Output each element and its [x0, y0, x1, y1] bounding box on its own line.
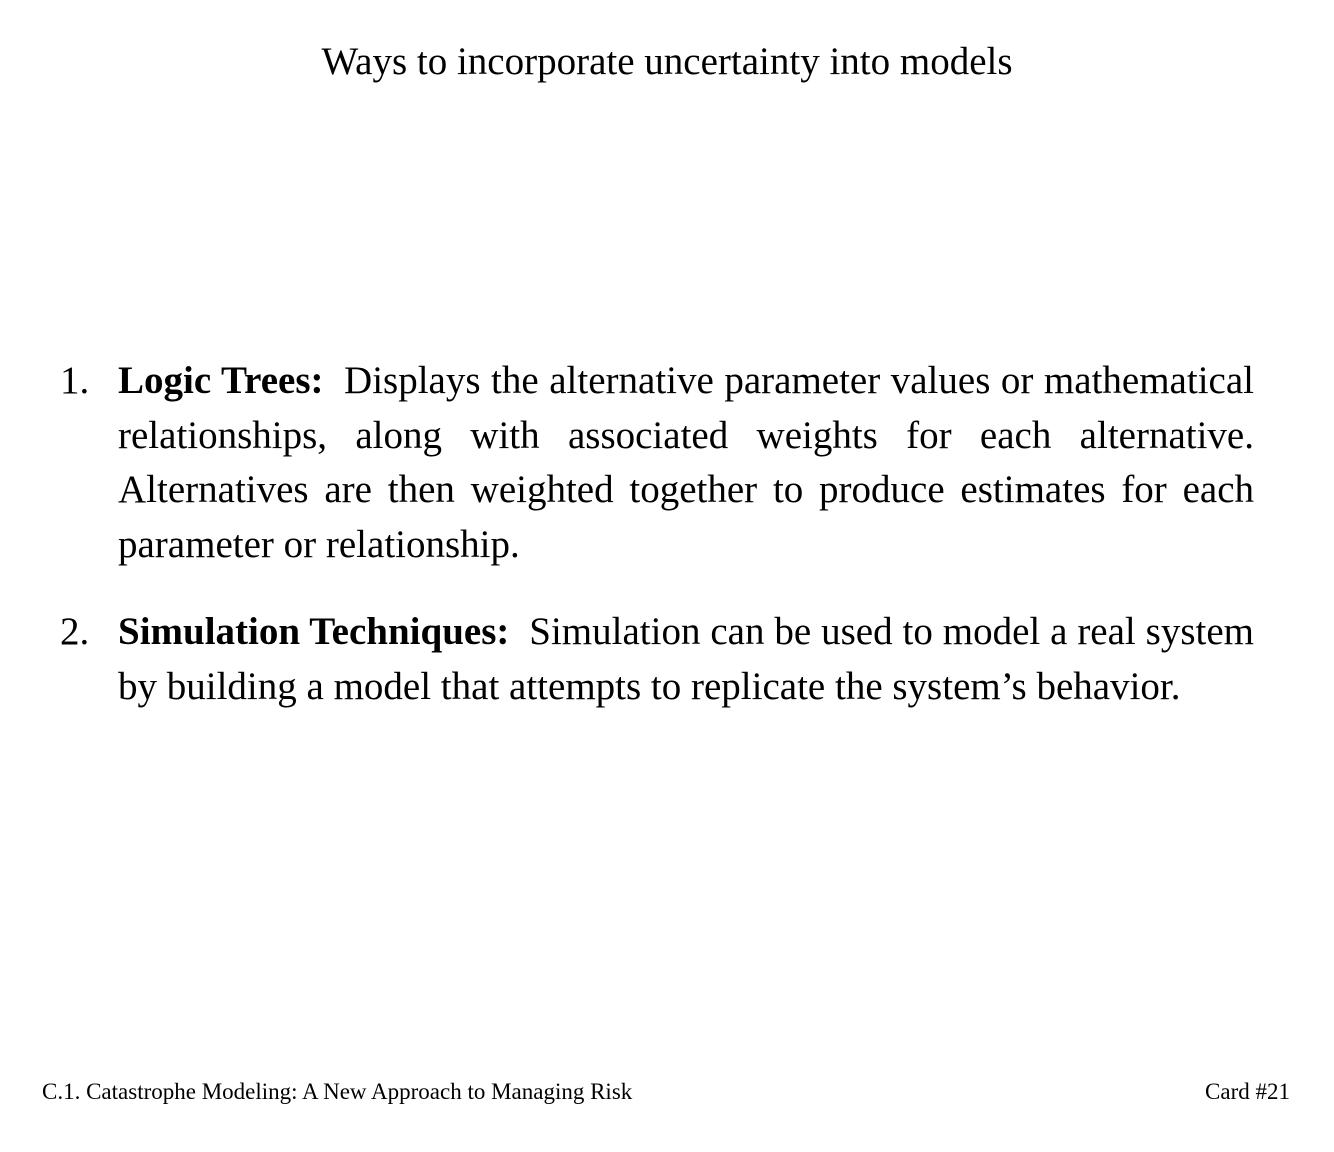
list-item-logic-trees [60, 354, 1254, 572]
item-term: Simulation Techniques: [118, 610, 510, 653]
card-title: Ways to incorporate uncertainty into models [321, 40, 1013, 83]
list-item-simulation-techniques [60, 605, 1254, 714]
item-number: 1. [60, 359, 90, 402]
item-description: Simulation can be used to model a real system by building a model that attempts to replicate the system’s behavior. [118, 610, 1255, 708]
footer-source: C.1. Catastrophe Modeling: A New Approach to Managing Risk [42, 1079, 633, 1104]
item-number: 2. [60, 610, 90, 653]
method-list [60, 354, 1254, 747]
item-term: Logic Trees: [118, 359, 324, 402]
card-number: Card #21 [1205, 1079, 1290, 1104]
item-description: Displays the alternative parameter values or mathematical relationships, along with associated weights for each alternative. Alternatives are then weighted together to produce estimates for each parameter or relationship. [118, 359, 1254, 566]
